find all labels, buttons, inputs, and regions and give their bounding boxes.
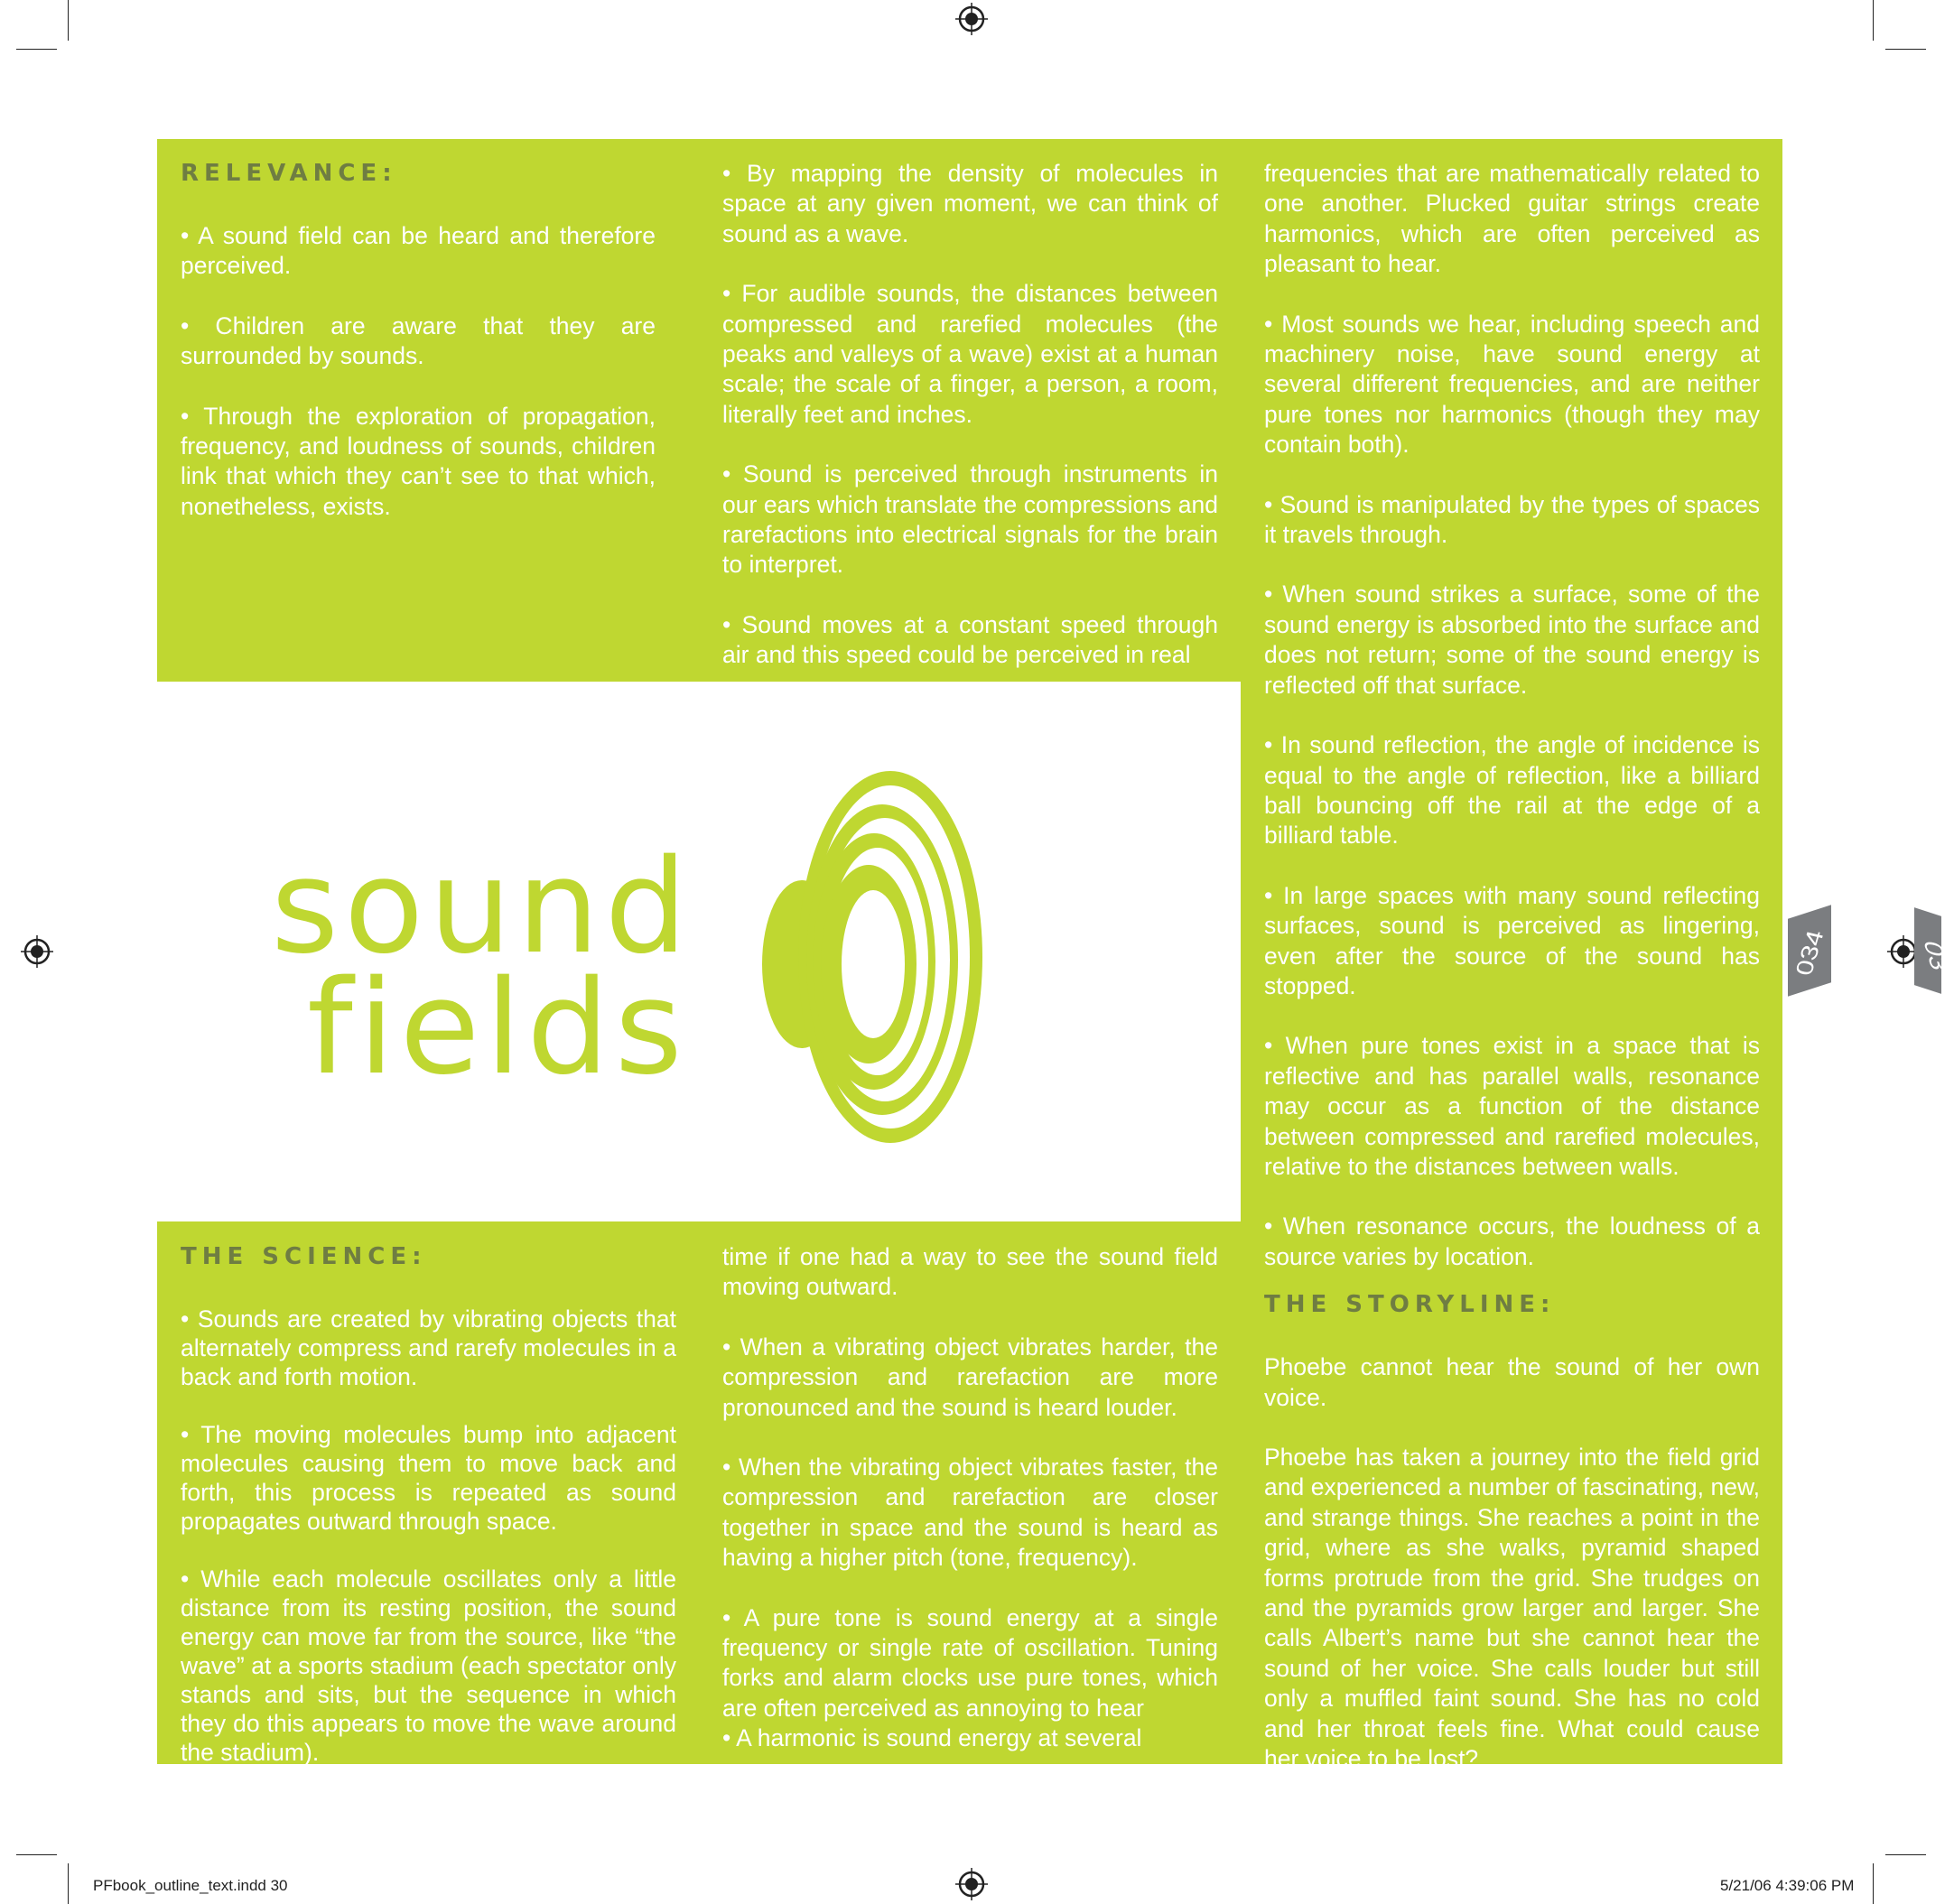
storyline-paragraph: Phoebe cannot hear the sound of her own voice. xyxy=(1264,1353,1760,1411)
right-paragraph: • When resonance occurs, the loudness of a source varies by location. xyxy=(1264,1212,1760,1270)
right-paragraph: • In sound reflection, the angle of incidence is equal to the angle of reflection, like a billiard ball bouncing off the rail at the edge of a billiard table. xyxy=(1264,731,1760,850)
footer-timestamp: 5/21/06 4:39:06 PM xyxy=(1720,1877,1855,1894)
registration-mark-icon xyxy=(21,935,53,968)
storyline-heading: THE STORYLINE: xyxy=(1264,1291,1556,1319)
middle-bottom-paragraph: • When the vibrating object vibrates faster, the compression and rarefaction are closer together in space and the sound is heard as having a higher pitch (tone, frequency). xyxy=(722,1454,1218,1572)
relevance-paragraph: • A sound field can be heard and therefore perceived. xyxy=(181,222,656,280)
middle-top-paragraph: • Sound moves at a constant speed through air and this speed could be perceived in real xyxy=(722,610,1218,669)
middle-bottom-paragraph: time if one had a way to see the sound field moving outward. xyxy=(722,1243,1218,1301)
right-paragraph: • In large spaces with many sound reflecting surfaces, sound is perceived as lingering, even after the source of the sound has stopped. xyxy=(1264,881,1760,999)
middle-bottom-paragraph: • A harmonic is sound energy at several xyxy=(722,1724,1142,1752)
registration-mark-icon xyxy=(955,3,988,35)
crop-mark xyxy=(1873,0,1874,41)
relevance-heading: RELEVANCE: xyxy=(181,160,397,187)
relevance-paragraph: • Children are aware that they are surrounded by sounds. xyxy=(181,311,656,370)
crop-mark xyxy=(1885,49,1926,50)
crop-mark xyxy=(68,0,69,41)
crop-mark xyxy=(1873,1863,1874,1904)
middle-top-column xyxy=(722,159,1218,671)
crop-mark xyxy=(16,49,57,50)
relevance-paragraph: • Through the exploration of propagation, frequency, and loudness of sounds, children link that which they can’t see to that which, nonetheless, exists. xyxy=(181,402,656,520)
crop-mark xyxy=(16,1854,57,1855)
right-paragraph: • When sound strikes a surface, some of the sound energy is absorbed into the surface and does not return; some of the sound energy is reflected off that surface. xyxy=(1264,580,1760,699)
right-paragraph: • Most sounds we hear, including speech and machinery noise, have sound energy at several different frequencies, and are neither pure tones nor harmonics (though they may contain both). xyxy=(1264,310,1760,459)
science-paragraph: • Sounds are created by vibrating objects that alternately compress and rarefy molecules in a back and forth motion. xyxy=(181,1305,676,1390)
page-title-sound: sound xyxy=(271,831,693,982)
right-paragraph: • When pure tones exist in a space that is reflective and has parallel walls, resonance may occur as a function of the distance between compressed and rarefied molecules, relative to the distances between walls. xyxy=(1264,1032,1760,1180)
next-page-tab xyxy=(1914,907,1954,994)
middle-top-paragraph: • Sound is perceived through instruments in our ears which translate the compressions and rarefactions into electrical signals for the brain to interpret. xyxy=(722,460,1218,579)
science-paragraph: • While each molecule oscillates only a little distance from its resting position, the sound energy can move far from the source, like “the wave” at a sports stadium (each spectator only stands and sits, but the sequence in which they do this appears to move the wave around the stadium). xyxy=(181,1565,676,1766)
middle-bottom-paragraph: • When a vibrating object vibrates harder, the compression and rarefaction are more pronounced and the sound is heard louder. xyxy=(722,1333,1218,1421)
speaker-icon xyxy=(727,767,989,1147)
storyline-paragraph: Phoebe has taken a journey into the field grid and experienced a number of fascinating, new, and strange things. She reaches a point in the grid, where as she walks, pyramid shaped forms protrude from the grid. She trudges on and the pyramids grow larger and larger. She calls Albert’s name but she cannot hear the sound of her voice. She calls louder but still only a muffled faint sound. She has no cold and her throat feels fine. What could cause her voice to be lost? xyxy=(1264,1444,1760,1773)
page-number-tab xyxy=(1788,905,1831,997)
science-paragraph: • The moving molecules bump into adjacent molecules causing them to move back and forth, this process is repeated as sound propagates outward through space. xyxy=(181,1421,676,1535)
page-title-fields: fields xyxy=(307,952,688,1103)
footer-file-name: PFbook_outline_text.indd 30 xyxy=(93,1877,288,1894)
registration-mark-icon xyxy=(955,1868,988,1900)
next-page-number: 03 xyxy=(1918,941,1954,971)
crop-mark xyxy=(68,1863,69,1904)
science-heading: THE SCIENCE: xyxy=(181,1243,427,1270)
right-paragraph: frequencies that are mathematically related to one another. Plucked guitar strings create harmonics, which are often perceived as pleasant to hear. xyxy=(1264,160,1760,278)
page-number: 034 xyxy=(1789,931,1829,976)
crop-mark xyxy=(1885,1854,1926,1855)
right-paragraph: • Sound is manipulated by the types of spaces it travels through. xyxy=(1264,490,1760,549)
right-column xyxy=(1264,159,1760,1774)
middle-top-paragraph: • By mapping the density of molecules in space at any given moment, we can think of sound as a wave. xyxy=(722,160,1218,247)
science-column xyxy=(181,1242,676,1767)
middle-bottom-paragraph: • A pure tone is sound energy at a single frequency or single rate of oscillation. Tuning forks and alarm clocks use pure tones, which are often perceived as annoying to hear xyxy=(722,1603,1218,1722)
relevance-column xyxy=(181,159,656,522)
middle-bottom-column xyxy=(722,1242,1218,1754)
middle-top-paragraph: • For audible sounds, the distances between compressed and rarefied molecules (the peaks and valleys of a wave) exist at a human scale; the scale of a finger, a person, a room, literally feet and inches. xyxy=(722,280,1218,428)
